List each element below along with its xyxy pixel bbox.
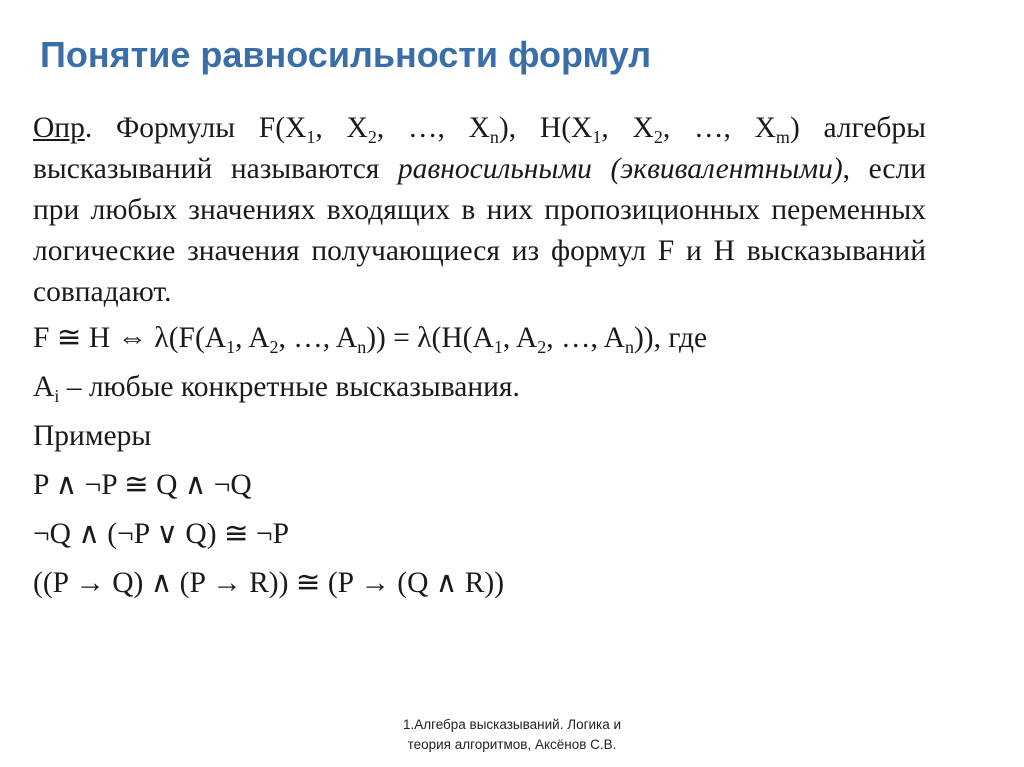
formula-text-5: , A — [502, 322, 538, 354]
note-sub-1: i — [54, 386, 60, 406]
formula-sub-2: 2 — [269, 337, 279, 357]
formula-sub-1: 1 — [226, 337, 236, 357]
note-text-1: A — [33, 371, 55, 403]
definition-text-7: ) алгебры высказываний называются — [33, 112, 926, 185]
formula-note — [33, 367, 926, 408]
definition-text-6: , …, X — [662, 112, 776, 144]
definition-text-3: , …, X — [376, 112, 490, 144]
slide-body — [33, 108, 926, 604]
definition-sub-5: 2 — [653, 127, 663, 147]
formula-sub-4: 1 — [493, 337, 503, 357]
definition-label: Опр — [33, 112, 85, 144]
definition-text-4: ), H(X — [498, 112, 593, 144]
definition-text-2: , X — [315, 112, 368, 144]
examples-heading: Примеры — [33, 420, 152, 452]
formula-text-2: , A — [235, 322, 270, 354]
definition-sub-6: m — [775, 127, 790, 147]
formula-text-4: )) = λ(H(A — [366, 322, 494, 354]
formula-text-7: )), где — [633, 322, 708, 354]
definition-paragraph — [33, 108, 926, 313]
slide-footer — [340, 715, 684, 755]
example-1: P ∧ ¬P ≅ Q ∧ ¬Q — [33, 469, 252, 501]
formula-text-1: F ≅ H ⇔ λ(F(A — [33, 322, 227, 354]
footer-line-1: 1.Алгебра высказываний. Логика и — [402, 717, 622, 732]
formula-sub-6: n — [624, 337, 634, 357]
example-2: ¬Q ∧ (¬P ∨ Q) ≅ ¬P — [33, 518, 290, 550]
note-text-2: – любые конкретные высказывания. — [59, 371, 520, 403]
definition-sub-3: n — [489, 127, 499, 147]
definition-sub-2: 2 — [367, 127, 377, 147]
formula-text-6: , …, A — [546, 322, 625, 354]
equivalence-formula — [33, 318, 926, 359]
formula-sub-3: n — [357, 337, 367, 357]
definition-italic-term: равносильными (эквивалентными) — [397, 153, 843, 185]
definition-sub-4: 1 — [592, 127, 602, 147]
footer-line-2: теория алгоритмов, Аксёнов С.В. — [407, 737, 617, 752]
formula-sub-5: 2 — [537, 337, 547, 357]
slide-title: Понятие равносильности формул — [40, 34, 652, 75]
definition-text-1: . Формулы F(X — [84, 112, 307, 144]
formula-text-3: , …, A — [278, 322, 358, 354]
definition-sub-1: 1 — [306, 127, 316, 147]
example-3: ((P → Q) ∧ (P → R)) ≅ (P → (Q ∧ R)) — [33, 567, 505, 599]
definition-text-8: , если при любых значениях входящих в них пропозиционных переменных логические значения получающиеся из формул F и H высказываний совпадают. — [33, 153, 926, 308]
definition-text-5: , X — [601, 112, 654, 144]
